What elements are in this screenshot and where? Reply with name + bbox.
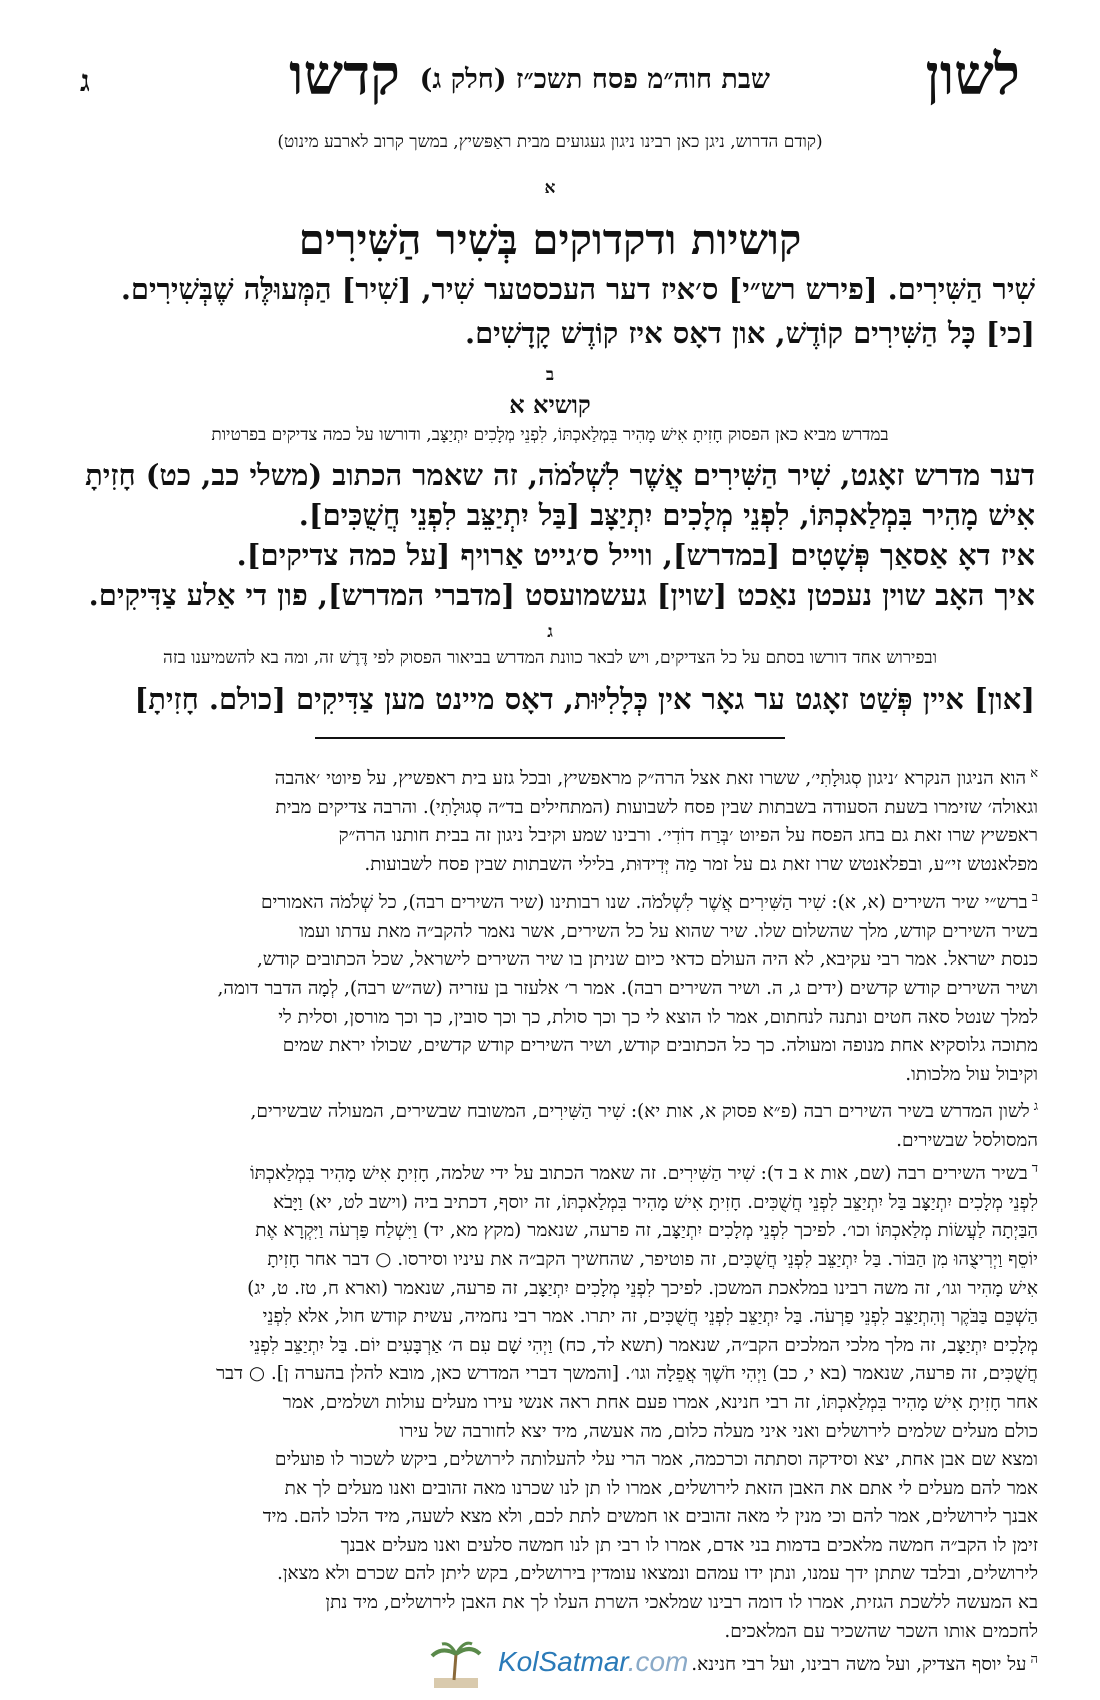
section-letter-aleph: א (544, 178, 556, 198)
footnote-line: ראפשיץ שרו זאת גם בחג הפסח על הפיוט ׳בְּרַח דוֹדִי׳. ורבינו שמע וקיבל ניגון זה בבית חותנו הרה״ק (338, 825, 1038, 847)
footnote-line: חֲשֻׁכִּים, זה פרעה, שנאמר (בא י, כב) וַיְהִי חֹשֶׁךְ אֲפֵלָה וגו׳. [והמשך דברי המדרש כאן, מובא להלן בהערה ן]. ○ דבר (216, 1363, 1038, 1385)
footnote-line: ושיר השירים קודש קדשים (ידים ג, ה. ושיר השירים רבה). אמר ר׳ אלעזר בן עזריה (שה״ש רבה), לְמָה הדבר דומה, (217, 977, 1038, 999)
footnote-line: אמר להם מעלים לי אתם את האבן הזאת לירושלים, אמרו לו תן לנו שכרנו מאה זהובים ואנו מעלים לך את (284, 1477, 1038, 1499)
section-letter-bet: ב (545, 365, 555, 385)
main-title: קושיות ודקדוקים בְּשִׁיר הַשִּׁירִים (298, 215, 802, 264)
footnote-marker: ב (1031, 890, 1038, 905)
footnote-line: יוֹסֵף וַיְרִיצֻהוּ מִן הַבּוֹר. בַּל יִתְיַצֵּב לִפְנֵי חֲשֻׁכִּים, זה פוטיפר, שהחשיך הקב״ה את עיניו וסירסו. ○ דבר אחר חָזִיתָ (267, 1248, 1038, 1270)
watermark-text: KolSatmar.com (498, 1646, 689, 1677)
watermark-logo (420, 1640, 700, 1690)
footnote-line: זימן לו הקב״ה חמשה מלאכים בדמות בני אדם, אמרו לו רבי תן לנו חמשה סלעים ואנו מעלים אבנך (340, 1534, 1038, 1556)
section-letter-gimel: ג (547, 622, 553, 642)
footnote-line: מְלָכִים יִתְיַצָּב, זה מלך מלכי המלכים הקב״ה, שנאמר (תשא לד, כח) וַיְהִי שָׁם עִם ה׳ אַרְבָּעִים יוֹם. בַּל יִתְיַצֵּב לִפְנֵי (249, 1334, 1038, 1356)
footnote-line: בשיר השירים קודש, מלך שהשלום שלו. שיר שהוא על כל השירים, אשר נאמר להקב״ה מאת עדתו ועמו (299, 920, 1038, 942)
footnote-line: לחכמים אותו השכר שהשכיר עם המלאכים. (724, 1620, 1038, 1642)
footnote-line: למלך שנטל סאה חטים ונתנה לנחתום, אמר לו הוצא לי כך וכך סולת, כך וכך סובין, כך וכך מורסן, וסלית לי (278, 1006, 1038, 1028)
footnote-marker: ד (1031, 1161, 1038, 1176)
header-title-left: קדשו (289, 42, 400, 108)
page-number: ג (80, 64, 90, 99)
body-line-1: שִׁיר הַשִּׁירִים. [פירש רש״י] ס׳איז דער העכסטער שִׁיר, [שִׁיר] הַמְּעוּלֶּה שֶׁבְּשִׁירִים. (120, 272, 1035, 306)
footnote-line: כנסת ישראל. אמר רבי עקיבא, לא היה העולם כדאי כיום שניתן בו שיר השירים לישראל, שכל הכתובים קודש, (257, 949, 1038, 971)
body-line-4: אִישׁ מָהִיר בִּמְלַאכְתּוֹ, לִפְנֵי מְלָכִים יִתְיַצָּב [בַּל יִתְיַצֵּב לִפְנֵי חֲשֻׁכִּים]. (298, 498, 1035, 532)
footnote-bet (62, 884, 1038, 1089)
footnote-line: אִישׁ מָהִיר וגו׳, זה משה רבינו במלאכת המשכן. לפיכך לִפְנֵי מְלָכִים יִתְיַצָּב, זה פרעה, שנאמר (וארא ח, טז. ט, יג) (247, 1277, 1038, 1299)
footnote-line: מתוכה גלוסקיא אחת מנופה ומעולה. כך כל הכתובים קודש, ושיר השירים קודש קדשים, שכולו יראת שמים (282, 1035, 1038, 1057)
header-subtitle: שבת חוה״מ פסח תשכ״ז (חלק ג) (419, 64, 770, 95)
body-line-7: [און] איין פְּשַׁט זאָגט ער גאָר אין כְּלָלִיּוּת, דאָס מיינט מען צַדִּיקִים [כולם. חָזִיתָ] (134, 682, 1035, 716)
footnote-line: הַשְׁכֵּם בַּבֹּקֶר וְהִתְיַצֵּב לִפְנֵי פַרְעֹה. בַּל יִתְיַצֵּב לִפְנֵי חֲשֻׁכִּים, זה יתרו. אמר רבי נחמיה, עשית קודש חול, אלא לִפְנֵי (262, 1306, 1038, 1328)
header-title-right: לשון (925, 42, 1020, 108)
footnote-marker: ג (1033, 1099, 1038, 1114)
footnote-line: לירושלים, ובלבד שתתן ידך עמנו, ונתן ידו עמהם ונמצאו עומדין בירושלים, בקש ליתן להם שכרם ולא מצאן. (276, 1563, 1038, 1585)
footnote-aleph (62, 760, 1038, 880)
footnote-dalet (62, 1155, 1038, 1646)
footnote-line: לִפְנֵי מְלָכִים יִתְיַצָּב בַּל יִתְיַצֵּב לִפְנֵי חֲשֻׁכִּים. חָזִיתָ אִישׁ מָהִיר בִּמְלַאכְתּוֹ, זה יוסף, דכתיב ביה (וישב לט, יא) וַיָּבֹא (273, 1191, 1038, 1213)
summary-line-1: במדרש מביא כאן הפסוק חָזִיתָ אִישׁ מָהִיר בִּמְלַאכְתּוֹ, לִפְנֵי מְלָכִים יִתְיַצָּב, ודורשו על כמה צדיקים בפרטיות (211, 425, 889, 445)
footnote-line: אבנך לירושלים, אמר להם וכי מנין לי מאה זהובים או חמשים לתת לכם, ולא מצא לשעה, מיד הלכו להם. מיד (262, 1506, 1038, 1528)
summary-line-2: ובפירוש אחד דורשו בסתם על כל הצדיקים, ויש לבאר כוונת המדרש בביאור הפסוק לפי דֶּרֶשׁ זה, ומה בא להשמיענו בזה (163, 648, 937, 668)
footnote-line: כולם מעלים שלמים לירושלים ואני איני מעלה כלום, מה אעשה, מיד יצא לחורבה של עירו (399, 1420, 1038, 1442)
footnote-divider (315, 737, 785, 739)
intro-note: (קודם הדרוש, ניגן כאן רבינו ניגון געגועים מבית ראַפּשיץ, במשך קרוב לארבע מינוט) (277, 132, 823, 152)
body-line-2: [כי] כָּל הַשִּׁירִים קוֹדֶשׁ, און דאָס איז קוֹדֶשׁ קָדָשִׁים. (464, 316, 1035, 350)
footnote-line: וגאולה׳ שזימרו בשעת הסעודה בשבתות שבין פסח לשבועות (המתחילים בד״ה סְגוּלָתִי). והרבה צדיקים מבית (275, 796, 1038, 818)
footnote-line: ומצא שם אבן אחת, יצא וסידקה וסתתה וכרכמה, אמר הרי עלי להעלותה לירושלים, ביקש לשכור לו פועלים (274, 1449, 1038, 1471)
footnote-line: $^ד$בשיר השירים רבה (שם, אות א ב ד): שִׁיר הַשִּׁירִים. זה שאמר הכתוב על ידי שלמה, חָזִיתָ אִישׁ מָהִיר בִּמְלַאכְתּוֹ (249, 1161, 1038, 1185)
footnote-marker: א (1030, 766, 1038, 781)
kushya-heading: קושיא א (509, 390, 591, 419)
palm-tree-icon (420, 1640, 490, 1690)
body-line-3: דער מדרש זאָגט, שִׁיר הַשִּׁירִים אֲשֶׁר לִשְׁלֹמֹה, זה שאמר הכתוב (משלי כב, כט) חָזִיתָ (85, 458, 1035, 492)
footnote-line: $^ג$לשון המדרש בשיר השירים רבה (פ״א פסוק א, אות יא): שִׁיר הַשִּׁירִים, המשובח שבשירים, המעולה שבשירים, (250, 1099, 1038, 1123)
footnote-line: $^א$הוא הניגון הנקרא ׳ניגון סְגוּלָתִי׳, ששרו זאת אצל הרה״ק מראפשיץ, ובכל גזע בית ראפשיץ, על פיוטי ׳אהבה (274, 766, 1038, 790)
footnote-line: בא המעשה ללשכת הגזית, אמרו לו דומה רבינו שמלאכי השרת העלו לך את האבן לירושלים, מיד נתן (325, 1592, 1038, 1614)
footnote-line: המסולסל שבשירים. (896, 1129, 1038, 1151)
body-line-5: איז דאָ אַסאַך פְּשָׁטִים [במדרש], ווייל ס׳גייט אַרויף [על כמה צדיקים]. (236, 538, 1035, 572)
footnote-line: אחר חָזִיתָ אִישׁ מָהִיר בִּמְלַאכְתּוֹ, זה רבי חנינא, אמרו פעם אחת ראה אנשי עירו מעלים עולות ושלמים, אמר (282, 1391, 1038, 1413)
footnote-line: הַבַּיְתָה לַעֲשׂוֹת מְלַאכְתּוֹ וכו׳. לפיכך לִפְנֵי מְלָכִים יִתְיַצָּב, זה פרעה, שנאמר (מקץ מא, יד) וַיִּשְׁלַח פַּרְעֹה וַיִּקְרָא אֶת (255, 1220, 1038, 1242)
footnote-line: וקיבול עול מלכותו. (905, 1063, 1038, 1085)
footnote-line: $^ה$על יוסף הצדיק, ועל משה רבינו, ועל רבי חנינא. (691, 1652, 1038, 1676)
page-header (60, 42, 1040, 112)
body-line-6: איך האָב שוין נעכטן נאַכט [שוין] געשמועסט [מדברי המדרש], פון די אַלע צַדִּיקִים. (88, 578, 1035, 612)
footnote-line: $^ב$ברש״י שיר השירים (א, א): שִׁיר הַשִּׁירִים אֲשֶׁר לִשְׁלֹמֹה. שנו רבותינו (שיר השירים רבה), כל שְׁלֹמֹה האמורים (260, 890, 1038, 914)
footnote-line: מפלאנטש זי״ע, ובפלאנטש שרו זאת גם על זמר מַה יְּדִידוּת, בלילי השבתות שבין פסח לשבועות. (364, 853, 1038, 875)
footnote-gimel (62, 1093, 1038, 1155)
footnote-marker: ה (1030, 1652, 1038, 1667)
